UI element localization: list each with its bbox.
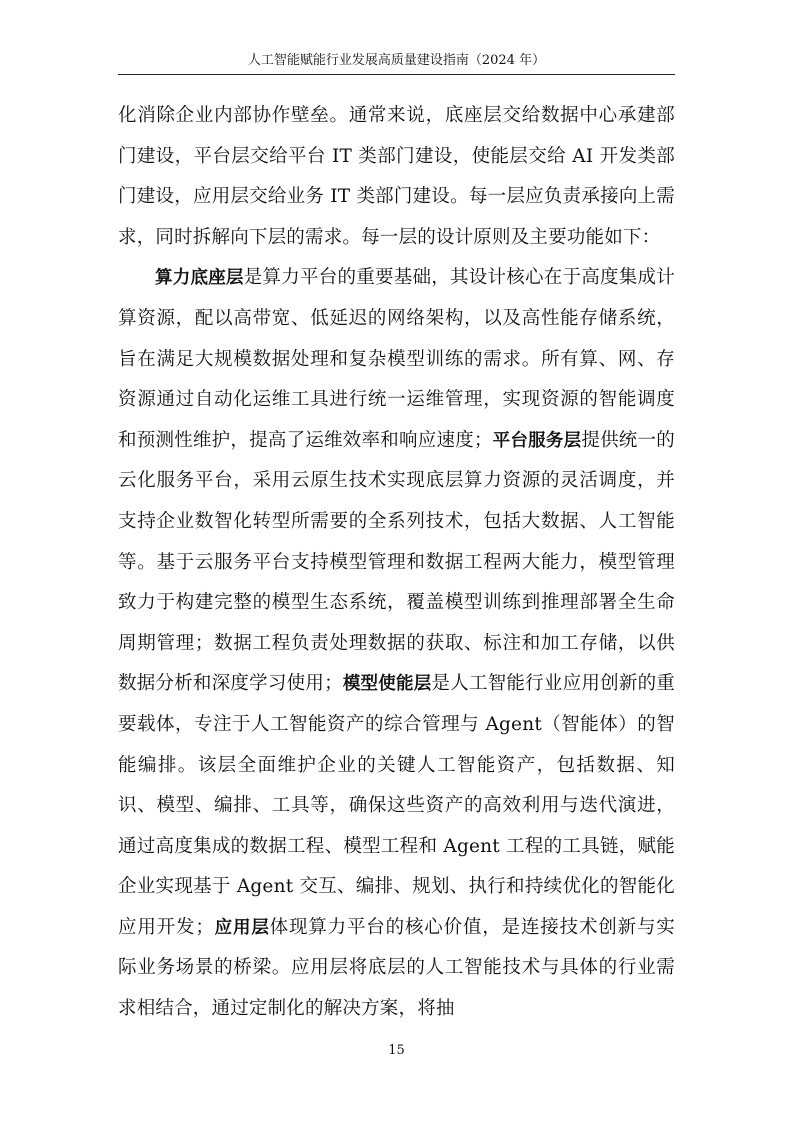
paragraph-intro: 化消除企业内部协作壁垒。通常来说，底座层交给数据中心承建部门建设，平台层交给平台 IT 类部门建设，使能层交给 AI 开发类部门建设，应用层交给业务 IT 类部门建设。每一层应负责承接向上需求，同时拆解向下层的需求。每一层的设计原则及主要功能如下： (118, 105, 675, 248)
model-enablement-layer-text: 是人工智能行业应用创新的重要载体，专注于人工智能资产的综合管理与 Agent（智能体）的智能编排。该层全面维护企业的关键人工智能资产，包括数据、知识、模型、编排、工具等，确保这些资产的高效利用与迭代演进，通过高度集成的数据工程、模型工程和 Agent 工程的工具链，赋能企业实现基于 Agent 交互、编排、规划、执行和持续优化的智能化应用开发； (118, 673, 676, 938)
page-number: 15 (388, 1043, 405, 1058)
compute-base-layer-text: 是算力平台的重要基础，其设计核心在于高度集成计算资源，配以高带宽、低延迟的网络架构，以及高性能存储系统，旨在满足大规模数据处理和复杂模型训练的需求。所有算、网、存资源通过自动化运维工具进行统一运维管理，实现资源的智能调度和预测性维护，提高了运维效率和响应速度； (118, 267, 676, 451)
application-layer-text: 体现算力平台的核心价值，是连接技术创新与实际业务场景的桥梁。应用层将底层的人工智能技术与具体的行业需求相结合，通过定制化的解决方案，将抽 (118, 916, 675, 1020)
body-text (118, 96, 675, 1030)
term-model-enablement-layer: 模型使能层 (342, 674, 432, 695)
term-application-layer: 应用层 (214, 917, 270, 938)
term-platform-service-layer: 平台服务层 (492, 430, 582, 451)
term-compute-base-layer: 算力底座层 (155, 268, 244, 289)
header-divider (118, 74, 675, 75)
platform-service-layer-text: 提供统一的云化服务平台，采用云原生技术实现底层算力资源的灵活调度，并支持企业数智化转型所需要的全系列技术，包括大数据、人工智能等。基于云服务平台支持模型管理和数据工程两大能力，模型管理致力于构建完整的模型生态系统，覆盖模型训练到推理部署全生命周期管理；数据工程负责处理数据的获取、标注和加工存储，以供数据分析和深度学习使用； (118, 429, 675, 695)
running-header: 人工智能赋能行业发展高质量建设指南（2024 年） (247, 53, 546, 68)
paragraph-layers (118, 258, 675, 1029)
